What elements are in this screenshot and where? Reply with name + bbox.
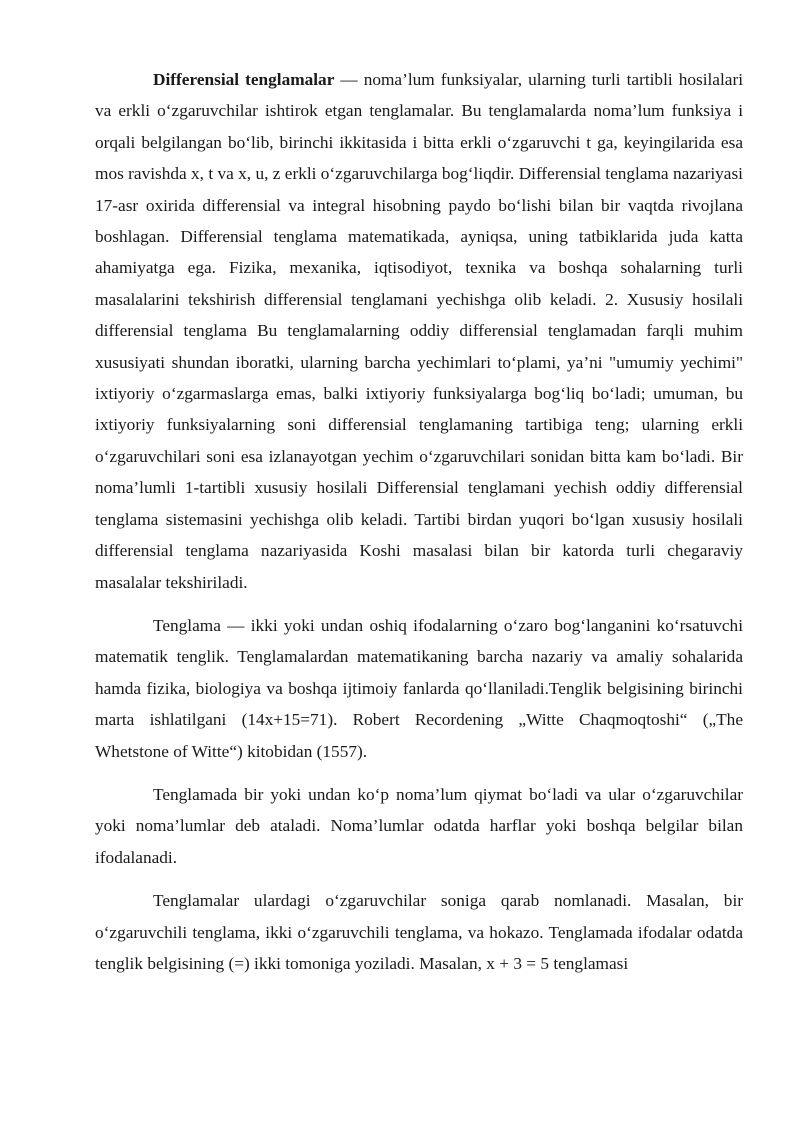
paragraph-variables-naming: [95, 885, 743, 979]
paragraph-equation-definition: [95, 610, 743, 767]
document-page: [95, 64, 743, 979]
paragraph-text: Tenglama — ikki yoki undan oshiq ifodalarning o‘zaro bog‘langanini ko‘rsatuvchi matematik tenglik. Tenglamalardan matematikaning barcha nazariy va amaliy sohalarida hamda fizika, biologiya va boshqa ijtimoiy fanlarda qo‘llaniladi.Tenglik belgisining birinchi marta ishlatilgani (14x+15=71). Robert Recordening „Witte Chaqmoqtoshi“ („The Whetstone of Witte“) kitobidan (1557).: [95, 615, 743, 761]
paragraph-text: — noma’lum funksiyalar, ularning turli tartibli hosilalari va erkli o‘zgaruvchilar ishtirok etgan tenglamalar. Bu tenglamalarda noma’lum funksiya i orqali belgilangan bo‘lib, birinchi ikkitasida i bitta erkli o‘zgaruvchi t ga, keyingilarida esa mos ravishda x, t va x, u, z erkli o‘zgaruvchilarga bog‘liqdir. Differensial tenglama nazariyasi 17-asr oxirida differensial va integral hisobning paydo bo‘lishi bilan bir vaqtda rivojlana boshlagan. Differensial tenglama matematikada, ayniqsa, uning tatbiklarida juda katta ahamiyatga ega. Fizika, mexanika, iqtisodiyot, texnika va boshqa sohalarning turli masalalarini tekshirish differensial tenglamani yechishga olib keladi. 2. Xususiy hosilali differensial tenglama Bu tenglamalarning oddiy differensial tenglamadan farqli muhim xususiyati shundan iboratki, ularning barcha yechimlari to‘plami, ya’ni "umumiy yechimi" ixtiyoriy o‘zgarmaslarga emas, balki ixtiyoriy funksiyalarga bog‘liq bo‘ladi; umuman, bu ixtiyoriy funksiyalarning soni differensial tenglamaning tartibiga teng; ularning erkli o‘zgaruvchilari soni esa izlanayotgan yechim o‘zgaruvchilari sonidan bitta kam bo‘ladi. Bir noma’lumli 1-tartibli xususiy hosilali Differensial tenglamani yechish oddiy differensial tenglama sistemasini yechishga olib keladi. Tartibi birdan yuqori bo‘lgan xususiy hosilali differensial tenglama nazariyasida Koshi masalasi bilan bir katorda turli chegaraviy masalalar tekshiriladi.: [95, 70, 744, 592]
paragraph-text: Tenglamada bir yoki undan ko‘p noma’lum qiymat bo‘ladi va ular o‘zgaruvchilar yoki noma’lumlar deb ataladi. Noma’lumlar odatda harflar yoki boshqa belgilar bilan ifodalanadi.: [95, 784, 743, 867]
term-differential-equations: Differensial tenglamalar: [153, 70, 335, 89]
paragraph-unknowns: [95, 779, 743, 873]
paragraph-differential-equations: [95, 64, 743, 598]
paragraph-text: Tenglamalar ulardagi o‘zgaruvchilar soniga qarab nomlanadi. Masalan, bir o‘zgaruvchili tenglama, ikki o‘zgaruvchili tenglama, va hokazo. Tenglamada ifodalar odatda tenglik belgisining (=) ikki tomoniga yoziladi. Masalan, x + 3 = 5 tenglamasi: [95, 891, 743, 973]
